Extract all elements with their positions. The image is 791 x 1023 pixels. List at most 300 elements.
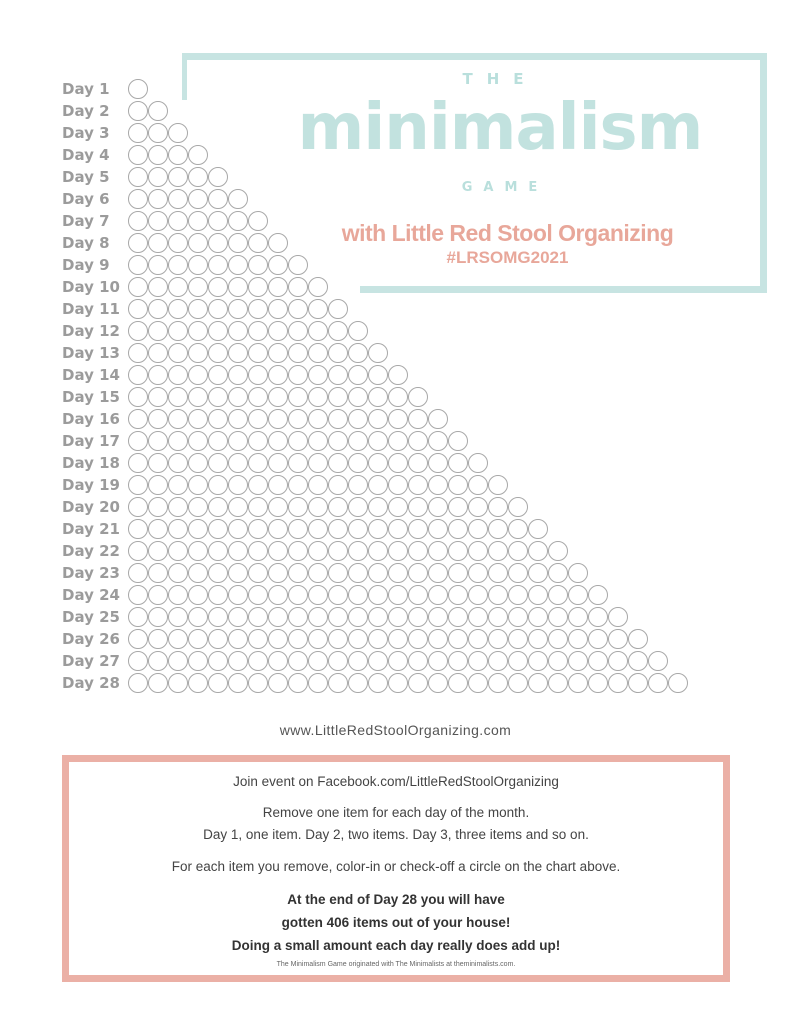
item-circle[interactable] (328, 607, 348, 627)
item-circle[interactable] (588, 585, 608, 605)
item-circle[interactable] (268, 519, 288, 539)
item-circle[interactable] (408, 563, 428, 583)
item-circle[interactable] (468, 629, 488, 649)
item-circle[interactable] (368, 343, 388, 363)
item-circle[interactable] (248, 299, 268, 319)
item-circle[interactable] (208, 585, 228, 605)
item-circle[interactable] (408, 453, 428, 473)
item-circle[interactable] (228, 475, 248, 495)
item-circle[interactable] (128, 651, 148, 671)
item-circle[interactable] (428, 651, 448, 671)
item-circle[interactable] (148, 607, 168, 627)
item-circle[interactable] (148, 211, 168, 231)
item-circle[interactable] (248, 211, 268, 231)
item-circle[interactable] (128, 585, 148, 605)
item-circle[interactable] (368, 629, 388, 649)
item-circle[interactable] (388, 409, 408, 429)
item-circle[interactable] (268, 497, 288, 517)
item-circle[interactable] (208, 629, 228, 649)
item-circle[interactable] (188, 585, 208, 605)
item-circle[interactable] (408, 541, 428, 561)
item-circle[interactable] (268, 651, 288, 671)
item-circle[interactable] (248, 233, 268, 253)
item-circle[interactable] (288, 585, 308, 605)
item-circle[interactable] (208, 519, 228, 539)
item-circle[interactable] (148, 629, 168, 649)
item-circle[interactable] (168, 431, 188, 451)
item-circle[interactable] (288, 409, 308, 429)
item-circle[interactable] (448, 519, 468, 539)
item-circle[interactable] (348, 519, 368, 539)
item-circle[interactable] (208, 255, 228, 275)
item-circle[interactable] (248, 365, 268, 385)
item-circle[interactable] (168, 519, 188, 539)
item-circle[interactable] (148, 255, 168, 275)
item-circle[interactable] (408, 673, 428, 693)
item-circle[interactable] (348, 365, 368, 385)
item-circle[interactable] (208, 277, 228, 297)
item-circle[interactable] (268, 475, 288, 495)
item-circle[interactable] (248, 321, 268, 341)
item-circle[interactable] (508, 497, 528, 517)
item-circle[interactable] (288, 299, 308, 319)
item-circle[interactable] (288, 321, 308, 341)
item-circle[interactable] (388, 585, 408, 605)
item-circle[interactable] (168, 145, 188, 165)
item-circle[interactable] (268, 629, 288, 649)
item-circle[interactable] (348, 409, 368, 429)
item-circle[interactable] (488, 585, 508, 605)
item-circle[interactable] (528, 651, 548, 671)
item-circle[interactable] (168, 299, 188, 319)
item-circle[interactable] (188, 453, 208, 473)
item-circle[interactable] (408, 475, 428, 495)
item-circle[interactable] (248, 497, 268, 517)
item-circle[interactable] (148, 651, 168, 671)
item-circle[interactable] (348, 431, 368, 451)
item-circle[interactable] (228, 387, 248, 407)
item-circle[interactable] (328, 321, 348, 341)
item-circle[interactable] (188, 167, 208, 187)
item-circle[interactable] (388, 519, 408, 539)
item-circle[interactable] (128, 519, 148, 539)
item-circle[interactable] (608, 629, 628, 649)
item-circle[interactable] (208, 233, 228, 253)
item-circle[interactable] (208, 563, 228, 583)
item-circle[interactable] (348, 629, 368, 649)
item-circle[interactable] (228, 321, 248, 341)
item-circle[interactable] (428, 673, 448, 693)
item-circle[interactable] (468, 475, 488, 495)
item-circle[interactable] (248, 431, 268, 451)
item-circle[interactable] (548, 585, 568, 605)
item-circle[interactable] (208, 211, 228, 231)
item-circle[interactable] (448, 431, 468, 451)
item-circle[interactable] (228, 409, 248, 429)
item-circle[interactable] (188, 541, 208, 561)
item-circle[interactable] (268, 453, 288, 473)
item-circle[interactable] (148, 673, 168, 693)
item-circle[interactable] (328, 475, 348, 495)
item-circle[interactable] (168, 167, 188, 187)
item-circle[interactable] (288, 497, 308, 517)
item-circle[interactable] (528, 629, 548, 649)
item-circle[interactable] (248, 541, 268, 561)
item-circle[interactable] (488, 607, 508, 627)
item-circle[interactable] (168, 321, 188, 341)
item-circle[interactable] (268, 563, 288, 583)
item-circle[interactable] (328, 299, 348, 319)
item-circle[interactable] (568, 607, 588, 627)
item-circle[interactable] (208, 365, 228, 385)
item-circle[interactable] (308, 299, 328, 319)
item-circle[interactable] (328, 585, 348, 605)
item-circle[interactable] (568, 563, 588, 583)
item-circle[interactable] (308, 453, 328, 473)
item-circle[interactable] (388, 365, 408, 385)
item-circle[interactable] (608, 673, 628, 693)
item-circle[interactable] (308, 475, 328, 495)
item-circle[interactable] (148, 519, 168, 539)
item-circle[interactable] (428, 519, 448, 539)
item-circle[interactable] (128, 541, 148, 561)
item-circle[interactable] (488, 673, 508, 693)
item-circle[interactable] (508, 541, 528, 561)
item-circle[interactable] (348, 321, 368, 341)
item-circle[interactable] (128, 387, 148, 407)
item-circle[interactable] (488, 519, 508, 539)
item-circle[interactable] (288, 365, 308, 385)
item-circle[interactable] (428, 409, 448, 429)
item-circle[interactable] (548, 541, 568, 561)
item-circle[interactable] (128, 233, 148, 253)
item-circle[interactable] (348, 453, 368, 473)
item-circle[interactable] (188, 211, 208, 231)
item-circle[interactable] (168, 189, 188, 209)
item-circle[interactable] (228, 651, 248, 671)
item-circle[interactable] (188, 651, 208, 671)
item-circle[interactable] (468, 651, 488, 671)
item-circle[interactable] (128, 475, 148, 495)
item-circle[interactable] (288, 255, 308, 275)
item-circle[interactable] (308, 387, 328, 407)
item-circle[interactable] (308, 343, 328, 363)
item-circle[interactable] (208, 541, 228, 561)
item-circle[interactable] (148, 409, 168, 429)
item-circle[interactable] (148, 475, 168, 495)
item-circle[interactable] (328, 519, 348, 539)
item-circle[interactable] (328, 431, 348, 451)
item-circle[interactable] (308, 365, 328, 385)
item-circle[interactable] (448, 673, 468, 693)
item-circle[interactable] (548, 629, 568, 649)
item-circle[interactable] (508, 651, 528, 671)
item-circle[interactable] (248, 651, 268, 671)
item-circle[interactable] (268, 321, 288, 341)
item-circle[interactable] (208, 299, 228, 319)
item-circle[interactable] (228, 343, 248, 363)
item-circle[interactable] (208, 453, 228, 473)
item-circle[interactable] (348, 541, 368, 561)
item-circle[interactable] (248, 519, 268, 539)
item-circle[interactable] (348, 475, 368, 495)
item-circle[interactable] (368, 453, 388, 473)
item-circle[interactable] (428, 453, 448, 473)
item-circle[interactable] (608, 651, 628, 671)
item-circle[interactable] (188, 299, 208, 319)
item-circle[interactable] (268, 585, 288, 605)
item-circle[interactable] (208, 189, 228, 209)
item-circle[interactable] (508, 519, 528, 539)
item-circle[interactable] (368, 365, 388, 385)
item-circle[interactable] (188, 563, 208, 583)
item-circle[interactable] (228, 519, 248, 539)
item-circle[interactable] (428, 497, 448, 517)
item-circle[interactable] (228, 541, 248, 561)
item-circle[interactable] (128, 189, 148, 209)
item-circle[interactable] (308, 629, 328, 649)
item-circle[interactable] (428, 563, 448, 583)
item-circle[interactable] (268, 277, 288, 297)
item-circle[interactable] (408, 387, 428, 407)
item-circle[interactable] (128, 255, 148, 275)
item-circle[interactable] (168, 541, 188, 561)
item-circle[interactable] (468, 607, 488, 627)
item-circle[interactable] (188, 497, 208, 517)
item-circle[interactable] (508, 629, 528, 649)
item-circle[interactable] (228, 277, 248, 297)
item-circle[interactable] (448, 453, 468, 473)
item-circle[interactable] (228, 431, 248, 451)
item-circle[interactable] (428, 629, 448, 649)
item-circle[interactable] (268, 409, 288, 429)
item-circle[interactable] (368, 475, 388, 495)
item-circle[interactable] (388, 607, 408, 627)
item-circle[interactable] (388, 475, 408, 495)
item-circle[interactable] (128, 453, 148, 473)
item-circle[interactable] (128, 431, 148, 451)
item-circle[interactable] (168, 387, 188, 407)
item-circle[interactable] (388, 629, 408, 649)
item-circle[interactable] (168, 607, 188, 627)
item-circle[interactable] (208, 651, 228, 671)
item-circle[interactable] (168, 453, 188, 473)
item-circle[interactable] (208, 431, 228, 451)
item-circle[interactable] (268, 233, 288, 253)
item-circle[interactable] (168, 651, 188, 671)
item-circle[interactable] (508, 673, 528, 693)
item-circle[interactable] (468, 497, 488, 517)
item-circle[interactable] (588, 673, 608, 693)
item-circle[interactable] (428, 475, 448, 495)
item-circle[interactable] (328, 343, 348, 363)
item-circle[interactable] (448, 563, 468, 583)
item-circle[interactable] (608, 607, 628, 627)
item-circle[interactable] (388, 541, 408, 561)
item-circle[interactable] (368, 607, 388, 627)
item-circle[interactable] (128, 629, 148, 649)
item-circle[interactable] (628, 651, 648, 671)
item-circle[interactable] (408, 607, 428, 627)
item-circle[interactable] (548, 607, 568, 627)
item-circle[interactable] (628, 673, 648, 693)
item-circle[interactable] (408, 651, 428, 671)
item-circle[interactable] (228, 563, 248, 583)
item-circle[interactable] (288, 651, 308, 671)
item-circle[interactable] (388, 651, 408, 671)
item-circle[interactable] (128, 365, 148, 385)
item-circle[interactable] (248, 475, 268, 495)
item-circle[interactable] (488, 541, 508, 561)
item-circle[interactable] (308, 321, 328, 341)
item-circle[interactable] (168, 629, 188, 649)
item-circle[interactable] (128, 343, 148, 363)
item-circle[interactable] (248, 255, 268, 275)
item-circle[interactable] (408, 497, 428, 517)
item-circle[interactable] (468, 453, 488, 473)
item-circle[interactable] (228, 365, 248, 385)
item-circle[interactable] (488, 563, 508, 583)
item-circle[interactable] (128, 101, 148, 121)
item-circle[interactable] (368, 673, 388, 693)
item-circle[interactable] (188, 365, 208, 385)
item-circle[interactable] (148, 321, 168, 341)
item-circle[interactable] (128, 123, 148, 143)
item-circle[interactable] (288, 387, 308, 407)
item-circle[interactable] (508, 563, 528, 583)
item-circle[interactable] (348, 651, 368, 671)
item-circle[interactable] (148, 453, 168, 473)
item-circle[interactable] (168, 563, 188, 583)
item-circle[interactable] (168, 343, 188, 363)
item-circle[interactable] (128, 409, 148, 429)
item-circle[interactable] (448, 607, 468, 627)
item-circle[interactable] (328, 563, 348, 583)
item-circle[interactable] (268, 299, 288, 319)
item-circle[interactable] (168, 277, 188, 297)
item-circle[interactable] (148, 123, 168, 143)
item-circle[interactable] (248, 409, 268, 429)
item-circle[interactable] (188, 607, 208, 627)
item-circle[interactable] (388, 673, 408, 693)
item-circle[interactable] (148, 431, 168, 451)
item-circle[interactable] (548, 563, 568, 583)
item-circle[interactable] (148, 343, 168, 363)
item-circle[interactable] (268, 541, 288, 561)
item-circle[interactable] (408, 431, 428, 451)
item-circle[interactable] (368, 651, 388, 671)
item-circle[interactable] (188, 145, 208, 165)
item-circle[interactable] (208, 475, 228, 495)
item-circle[interactable] (288, 475, 308, 495)
item-circle[interactable] (268, 607, 288, 627)
item-circle[interactable] (148, 585, 168, 605)
item-circle[interactable] (308, 277, 328, 297)
item-circle[interactable] (488, 497, 508, 517)
item-circle[interactable] (568, 673, 588, 693)
item-circle[interactable] (328, 409, 348, 429)
item-circle[interactable] (188, 673, 208, 693)
item-circle[interactable] (188, 409, 208, 429)
item-circle[interactable] (328, 453, 348, 473)
item-circle[interactable] (148, 299, 168, 319)
item-circle[interactable] (528, 673, 548, 693)
item-circle[interactable] (248, 563, 268, 583)
item-circle[interactable] (168, 585, 188, 605)
item-circle[interactable] (268, 343, 288, 363)
item-circle[interactable] (228, 673, 248, 693)
item-circle[interactable] (168, 497, 188, 517)
item-circle[interactable] (148, 167, 168, 187)
item-circle[interactable] (268, 365, 288, 385)
item-circle[interactable] (168, 365, 188, 385)
item-circle[interactable] (328, 541, 348, 561)
item-circle[interactable] (248, 453, 268, 473)
item-circle[interactable] (288, 541, 308, 561)
item-circle[interactable] (308, 673, 328, 693)
item-circle[interactable] (428, 431, 448, 451)
item-circle[interactable] (228, 629, 248, 649)
item-circle[interactable] (188, 629, 208, 649)
item-circle[interactable] (328, 497, 348, 517)
item-circle[interactable] (448, 541, 468, 561)
item-circle[interactable] (308, 497, 328, 517)
item-circle[interactable] (508, 607, 528, 627)
item-circle[interactable] (288, 431, 308, 451)
item-circle[interactable] (188, 431, 208, 451)
item-circle[interactable] (488, 629, 508, 649)
item-circle[interactable] (528, 585, 548, 605)
item-circle[interactable] (228, 299, 248, 319)
item-circle[interactable] (228, 211, 248, 231)
item-circle[interactable] (428, 585, 448, 605)
item-circle[interactable] (188, 475, 208, 495)
item-circle[interactable] (128, 79, 148, 99)
item-circle[interactable] (208, 673, 228, 693)
item-circle[interactable] (368, 431, 388, 451)
item-circle[interactable] (548, 651, 568, 671)
item-circle[interactable] (208, 343, 228, 363)
item-circle[interactable] (148, 145, 168, 165)
item-circle[interactable] (248, 607, 268, 627)
item-circle[interactable] (328, 673, 348, 693)
item-circle[interactable] (208, 321, 228, 341)
item-circle[interactable] (488, 651, 508, 671)
item-circle[interactable] (528, 541, 548, 561)
item-circle[interactable] (168, 475, 188, 495)
item-circle[interactable] (648, 673, 668, 693)
item-circle[interactable] (348, 387, 368, 407)
item-circle[interactable] (468, 519, 488, 539)
item-circle[interactable] (248, 387, 268, 407)
item-circle[interactable] (168, 233, 188, 253)
item-circle[interactable] (248, 343, 268, 363)
item-circle[interactable] (188, 321, 208, 341)
item-circle[interactable] (148, 387, 168, 407)
item-circle[interactable] (448, 651, 468, 671)
item-circle[interactable] (468, 673, 488, 693)
item-circle[interactable] (448, 497, 468, 517)
item-circle[interactable] (368, 585, 388, 605)
item-circle[interactable] (148, 277, 168, 297)
item-circle[interactable] (468, 541, 488, 561)
item-circle[interactable] (328, 651, 348, 671)
item-circle[interactable] (348, 343, 368, 363)
item-circle[interactable] (468, 585, 488, 605)
item-circle[interactable] (168, 255, 188, 275)
item-circle[interactable] (128, 145, 148, 165)
item-circle[interactable] (408, 519, 428, 539)
